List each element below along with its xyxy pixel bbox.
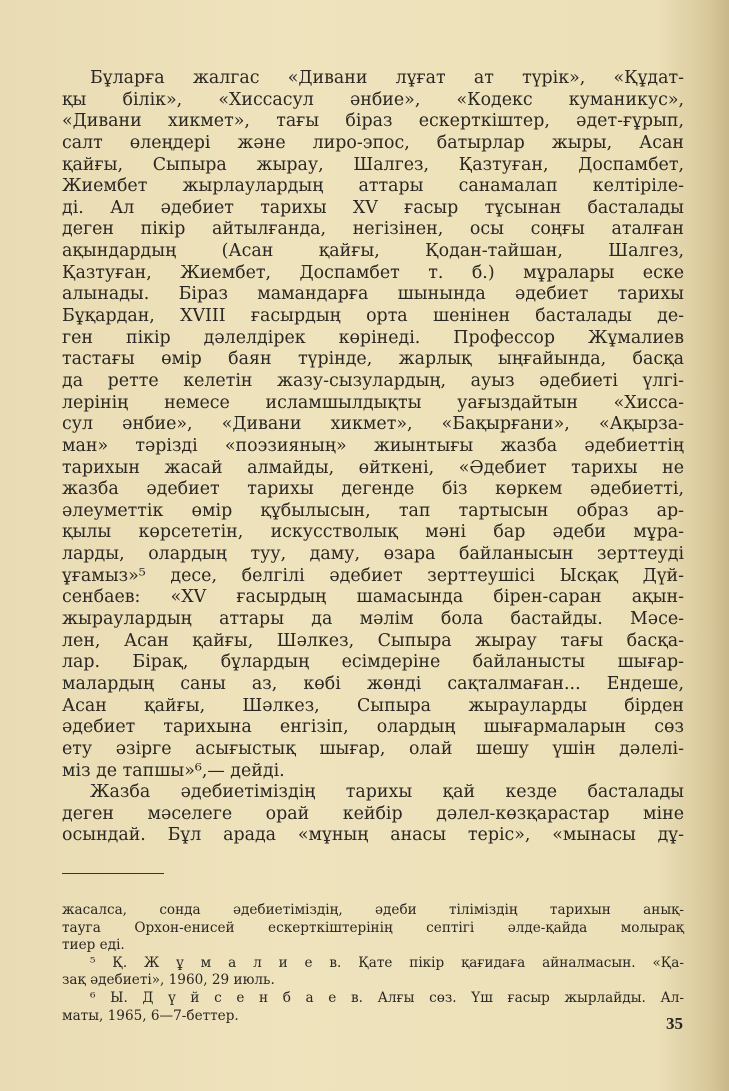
text-line: қы білік», «Хиссасул әнбие», «Кодекс куманикус», (62, 89, 684, 110)
body-text (62, 68, 684, 847)
text-line: салт өлеңдері және лиро-эпос, батырлар жыры, Асан (62, 132, 684, 153)
text-line: ақындардың (Асан қайғы, Қодан-тайшан, Шалгез, (62, 241, 684, 262)
text-line: Бұқардан, XVIII ғасырдың орта шенінен басталады де- (62, 306, 684, 327)
text-line: қайғы, Сыпыра жырау, Шалгез, Қазтуған, Доспамбет, (62, 154, 684, 175)
text-line: ұғамыз»⁵ десе, белгілі әдебиет зерттеушісі Ысқақ Дүй- (62, 565, 684, 586)
text-line: әлеуметтік өмір құбылысын, тап тартысын образ ар- (62, 500, 684, 521)
text-line: әдебиет тарихына енгізіп, олардың шығармаларын сөз (62, 717, 684, 738)
text-line: ларды, олардың туу, даму, өзара байланысын зерттеуді (62, 544, 684, 565)
text-line: ді. Ал әдебиет тарихы XV ғасыр тұсынан басталады (62, 197, 684, 218)
page-number: 35 (666, 1014, 683, 1033)
footnote-line: маты, 1965, 6—7-беттер. (62, 1007, 239, 1024)
footnote-line: тауга Орхон-енисей ескерткіштерінің септігі әлде-қайда молырақ (62, 919, 684, 936)
text-line: лен, Асан қайғы, Шәлкез, Сыпыра жырау тағы басқа- (62, 630, 684, 651)
text-line: Бұларға жалгас «Дивани лұғат ат түрік», «Құдат- (90, 68, 684, 88)
text-line: сенбаев: «XV ғасырдың шамасында бірен-саран ақын- (62, 587, 684, 608)
text-line: деген мәселеге орай кейбір дәлел-көзқарастар міне (62, 803, 684, 824)
text-line: тарихын жасай алмайды, өйткені, «Әдебиет тарихы не (62, 457, 684, 478)
footnote-line: тиер еді. (62, 937, 125, 954)
text-line: жыраулардың аттары да мәлім бола бастайды. Мәсе- (62, 609, 684, 630)
text-line: қылы көрсететін, искусстволық мәні бар әдеби мұра- (62, 522, 684, 543)
text-line: ету әзірге асығыстық шығар, олай шешу үшін дәлелі- (62, 738, 684, 759)
text-line: малардың саны аз, көбі жөнді сақталмаған... Ендеше, (62, 673, 684, 694)
text-line: Жиембет жырлаулардың аттары санамалап келтіріле- (62, 176, 684, 197)
footnote-line: жасалса, сонда әдебиетіміздің, әдеби тіліміздің тарихын анық- (62, 902, 684, 918)
text-line: ген пікір дәлелдірек көрінеді. Профессор Жұмалиев (62, 327, 684, 348)
text-line: осындай. Бұл арада «мұның анасы теріс», «мынасы дұ- (62, 825, 684, 846)
text-line: міз де тапшы»⁶,— дейді. (62, 760, 285, 781)
text-line: лерінің немесе исламшылдықты уағыздайтын «Хисса- (62, 392, 684, 413)
text-line: тастағы өмір баян түрінде, жарлық ыңғайында, басқа (62, 349, 684, 370)
text-line: Асан қайғы, Шәлкез, Сыпыра жырауларды бірден (62, 695, 684, 716)
text-line: жазба әдебиет тарихы дегенде біз көркем әдебиетті, (62, 479, 684, 500)
footnote-line: зақ әдебиеті», 1960, 29 июль. (62, 972, 275, 989)
text-line: ман» тәрізді «поэзияның» жиынтығы жазба әдебиеттің (62, 435, 684, 456)
text-line: «Дивани хикмет», тағы біраз ескерткіштер, әдет-ғұрып, (62, 111, 684, 132)
text-line: Жазба әдебиетіміздің тарихы қай кезде басталады (90, 782, 684, 803)
footnote-divider (62, 873, 164, 874)
text-line: лар. Бірақ, бұлардың есімдеріне байланысты шығар- (62, 652, 684, 673)
footnotes (62, 902, 684, 1025)
text-line: да ретте келетін жазу-сызулардың, ауыз әдебиеті үлгі- (62, 370, 684, 391)
text-line: деген пікір айтылғанда, негізінен, осы соңғы аталған (62, 219, 684, 240)
text-line: Қазтуған, Жиембет, Доспамбет т. б.) мұралары еске (62, 262, 684, 283)
footnote-line: ⁵ Қ. Ж ұ м а л и е в. Қате пікір қағидаға айналмасын. «Қа- (90, 954, 684, 971)
text-line: сул әнбие», «Дивани хикмет», «Бақырғани», «Ақырза- (62, 414, 684, 435)
footnote-line: ⁶ Ы. Д ү й с е н б а е в. Алғы сөз. Үш ғасыр жырлайды. Ал- (90, 989, 684, 1006)
text-line: алынады. Біраз мамандарға шынында әдебиет тарихы (62, 284, 684, 305)
